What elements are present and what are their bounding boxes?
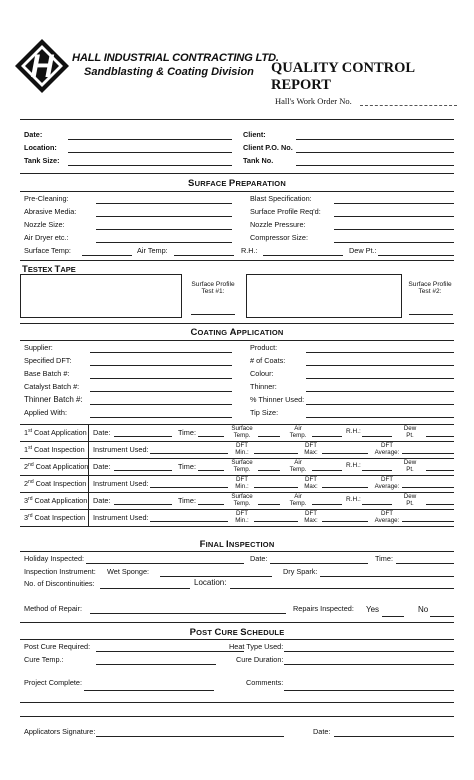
comments-field[interactable] xyxy=(284,690,454,691)
coat-dft-max-label-line1: DFT xyxy=(304,442,318,449)
coat-label xyxy=(24,429,87,436)
coat-dew-label xyxy=(396,426,424,439)
work-order-field[interactable] xyxy=(360,105,457,106)
divider xyxy=(20,622,454,623)
location-label: Location: xyxy=(24,143,57,152)
tip-size-field[interactable] xyxy=(306,417,454,418)
coat-dew-field[interactable] xyxy=(426,504,454,505)
coat-rh-field[interactable] xyxy=(362,470,392,471)
coat-dft-min-field[interactable] xyxy=(254,487,298,488)
coat-rh-label: R.H.: xyxy=(346,428,361,435)
coat-surface-temp-field[interactable] xyxy=(258,470,280,471)
rh-label: R.H.: xyxy=(241,246,258,255)
date-field[interactable] xyxy=(68,139,232,140)
profile-reqd-label: Surface Profile Req'd: xyxy=(250,207,321,216)
coat-time-label: Time: xyxy=(178,462,196,471)
instrument-label: Inspection Instrument: xyxy=(24,567,96,576)
coat-instrument-field[interactable] xyxy=(150,453,228,454)
supplier-label: Supplier: xyxy=(24,343,53,352)
coat-dft-max-label xyxy=(300,443,322,456)
coat-label xyxy=(24,497,87,504)
project-complete-field[interactable] xyxy=(84,690,214,691)
nozzle-size-label: Nozzle Size: xyxy=(24,220,65,229)
coat-dft-min-label xyxy=(230,511,254,524)
coat-surface-temp-label-line1: Surface xyxy=(231,493,253,500)
coat-air-temp-label-line1: Air xyxy=(294,459,302,466)
product-label: Product: xyxy=(250,343,278,352)
client-label: Client: xyxy=(243,130,266,139)
divider xyxy=(20,260,454,261)
tank-no-field[interactable] xyxy=(296,165,454,166)
coat-dft-max-label-line1: DFT xyxy=(304,510,318,517)
coat-time-label: Time: xyxy=(178,428,196,437)
applicators-signature-label: Applicators Signature: xyxy=(24,727,96,736)
post-cure-heading: POST CURE SCHEDULE xyxy=(189,627,285,638)
coat-air-temp-label-line2: Temp. xyxy=(289,431,307,439)
coat-dew-label xyxy=(396,494,424,507)
cure-temp-field[interactable] xyxy=(96,664,216,665)
coat-instrument-label: Instrument Used: xyxy=(93,513,149,522)
final-date-label: Date: xyxy=(250,554,268,563)
repairs-yes-field[interactable] xyxy=(382,616,404,617)
holiday-label: Holiday Inspected: xyxy=(24,554,85,563)
coat-dft-max-label-line1: DFT xyxy=(304,476,318,483)
coat-dft-min-field[interactable] xyxy=(254,521,298,522)
coat-dft-max-label-line2: Max: xyxy=(304,482,318,490)
coat-kind: Coat Inspection xyxy=(35,479,87,488)
coat-rh-label: R.H.: xyxy=(346,496,361,503)
final-date-field[interactable] xyxy=(270,563,368,564)
testex-sample-box-1[interactable] xyxy=(20,274,182,318)
num-coats-label: # of Coats: xyxy=(250,356,286,365)
coat-surface-temp-label-line1: Surface xyxy=(231,425,253,432)
holiday-field[interactable] xyxy=(86,563,244,564)
comments-line[interactable] xyxy=(20,716,454,717)
wet-sponge-label: Wet Sponge: xyxy=(107,567,150,576)
dry-spark-label: Dry Spark: xyxy=(283,567,318,576)
num-coats-field[interactable] xyxy=(306,365,454,366)
coat-air-temp-label-line2: Temp. xyxy=(289,499,307,507)
coat-number: 3 xyxy=(24,496,29,505)
thinner-label: Thinner: xyxy=(250,382,277,391)
report-title-line1: QUALITY CONTROL xyxy=(271,60,416,76)
dry-spark-field[interactable] xyxy=(320,576,454,577)
pre-cleaning-label: Pre-Cleaning: xyxy=(24,194,69,203)
coats-col-divider xyxy=(88,441,89,458)
coat-dft-avg-field[interactable] xyxy=(402,487,454,488)
coat-rh-label: R.H.: xyxy=(346,462,361,469)
coat-dew-label-line2: Pt. xyxy=(406,431,414,439)
coat-dft-avg-field[interactable] xyxy=(402,453,454,454)
client-po-field[interactable] xyxy=(296,152,454,153)
location-label-final: Location: xyxy=(194,578,227,587)
coat-dft-min-label-line1: DFT xyxy=(235,476,249,483)
coat-dft-max-label-line2: Max: xyxy=(304,448,318,456)
repairs-inspected-label: Repairs Inspected: xyxy=(293,604,354,613)
signature-date-field[interactable] xyxy=(334,736,454,737)
project-complete-label: Project Complete: xyxy=(24,678,82,687)
coat-label xyxy=(24,463,88,470)
work-order-label: Hall's Work Order No. xyxy=(275,96,352,106)
profile-test2-field[interactable] xyxy=(409,314,453,315)
coats-col-divider xyxy=(88,424,89,441)
coat-dew-label-line2: Pt. xyxy=(406,499,414,507)
divider xyxy=(20,323,454,324)
coat-surface-temp-label-line1: Surface xyxy=(231,459,253,466)
tank-size-label: Tank Size: xyxy=(24,156,60,165)
coat-kind: Coat Application xyxy=(35,462,89,471)
thinner-field[interactable] xyxy=(306,391,454,392)
abrasive-media-field[interactable] xyxy=(96,216,232,217)
tank-size-field[interactable] xyxy=(68,165,232,166)
coat-dew-label-line2: Pt. xyxy=(406,465,414,473)
coat-dft-min-label-line1: DFT xyxy=(235,510,249,517)
coat-surface-temp-field[interactable] xyxy=(258,504,280,505)
method-repair-field[interactable] xyxy=(90,613,286,614)
pre-cleaning-field[interactable] xyxy=(96,203,232,204)
coats-col-divider xyxy=(88,475,89,492)
blast-spec-field[interactable] xyxy=(334,203,454,204)
base-batch-field[interactable] xyxy=(90,378,232,379)
coat-surface-temp-label xyxy=(226,494,258,507)
final-time-field[interactable] xyxy=(396,563,454,564)
coat-instrument-field[interactable] xyxy=(150,487,228,488)
coat-ordinal: nd xyxy=(28,479,34,485)
surface-temp-field[interactable] xyxy=(82,255,132,256)
coat-dft-avg-label-line1: DFT xyxy=(380,442,394,449)
coat-time-field[interactable] xyxy=(198,470,224,471)
divider xyxy=(20,639,454,640)
cure-duration-label: Cure Duration: xyxy=(236,655,284,664)
coat-dft-min-label-line2: Min.: xyxy=(235,516,249,524)
nozzle-size-field[interactable] xyxy=(96,229,232,230)
coat-surface-temp-label xyxy=(226,426,258,439)
coat-kind: Coat Application xyxy=(33,428,87,437)
heat-type-label: Heat Type Used: xyxy=(229,642,284,651)
coat-date-label: Date: xyxy=(93,496,111,505)
air-temp-field[interactable] xyxy=(174,255,234,256)
coat-ordinal: rd xyxy=(28,513,33,519)
cure-duration-field[interactable] xyxy=(284,664,454,665)
testex-sample-box-2[interactable] xyxy=(246,274,402,318)
colour-field[interactable] xyxy=(306,378,454,379)
coat-dft-min-label xyxy=(230,477,254,490)
dew-pt-field[interactable] xyxy=(378,255,454,256)
coat-dft-avg-label-line1: DFT xyxy=(380,510,394,517)
coat-ordinal: rd xyxy=(28,496,33,502)
coat-kind: Coat Inspection xyxy=(33,445,85,454)
coat-time-label: Time: xyxy=(178,496,196,505)
coat-time-field[interactable] xyxy=(198,504,224,505)
company-logo xyxy=(14,38,70,94)
company-name: HALL INDUSTRIAL CONTRACTING LTD. xyxy=(72,52,279,64)
coat-dft-max-field[interactable] xyxy=(322,521,368,522)
coat-dft-min-label xyxy=(230,443,254,456)
date-label: Date: xyxy=(24,130,43,139)
coats-col-divider xyxy=(88,509,89,526)
coat-instrument-label: Instrument Used: xyxy=(93,479,149,488)
signature-date-label: Date: xyxy=(313,727,331,736)
repairs-no-label: No xyxy=(418,605,429,614)
coat-number: 1 xyxy=(24,445,29,454)
catalyst-batch-label: Catalyst Batch #: xyxy=(24,382,80,391)
thinner-batch-field[interactable] xyxy=(90,404,232,405)
discontinuities-field[interactable] xyxy=(100,588,190,589)
coats-row-divider xyxy=(20,526,454,527)
comments-line[interactable] xyxy=(20,702,454,703)
coat-dft-avg-label xyxy=(372,443,402,456)
coat-rh-field[interactable] xyxy=(362,504,392,505)
divider xyxy=(20,340,454,341)
coat-kind: Coat Application xyxy=(34,496,88,505)
coat-number: 1 xyxy=(24,428,29,437)
specified-dft-label: Specified DFT: xyxy=(24,356,72,365)
coat-dft-avg-label-line2: Average: xyxy=(374,482,400,490)
coat-ordinal: st xyxy=(28,428,32,434)
tip-size-label: Tip Size: xyxy=(250,408,279,417)
coat-number: 2 xyxy=(24,479,29,488)
coat-surface-temp-label xyxy=(226,460,258,473)
client-field[interactable] xyxy=(296,139,454,140)
report-title-line2: REPORT xyxy=(271,77,331,93)
coat-dft-min-label-line2: Min.: xyxy=(235,448,249,456)
coat-dft-avg-label-line2: Average: xyxy=(374,448,400,456)
repairs-yes-label: Yes xyxy=(366,605,380,614)
coat-number: 3 xyxy=(24,513,29,522)
coat-dft-min-label-line1: DFT xyxy=(235,442,249,449)
coat-dew-field[interactable] xyxy=(426,436,454,437)
coat-date-field[interactable] xyxy=(114,470,172,471)
coats-col-divider xyxy=(88,492,89,509)
compressor-size-field[interactable] xyxy=(334,242,454,243)
specified-dft-field[interactable] xyxy=(90,365,232,366)
coat-dft-avg-label xyxy=(372,511,402,524)
coat-label xyxy=(24,446,85,453)
abrasive-media-label: Abrasive Media: xyxy=(24,207,77,216)
coat-surface-temp-label-line2: Temp. xyxy=(233,499,251,507)
coat-dft-max-label xyxy=(300,477,322,490)
air-dryer-field[interactable] xyxy=(96,242,232,243)
coat-dew-label-line1: Dew xyxy=(403,459,417,466)
coat-air-temp-label-line1: Air xyxy=(294,493,302,500)
blast-spec-label: Blast Specification: xyxy=(250,194,312,203)
coat-air-temp-field[interactable] xyxy=(312,504,342,505)
coat-dew-label-line1: Dew xyxy=(403,493,417,500)
coating-application-heading: COATING APPLICATION xyxy=(190,327,284,338)
coat-date-label: Date: xyxy=(93,428,111,437)
compressor-size-label: Compressor Size: xyxy=(250,233,308,242)
coat-dft-avg-label-line2: Average: xyxy=(374,516,400,524)
post-cure-required-field[interactable] xyxy=(96,651,244,652)
client-po-label: Client P.O. No. xyxy=(243,143,293,152)
coat-air-temp-label xyxy=(284,460,312,473)
dew-pt-label: Dew Pt.: xyxy=(349,246,377,255)
coat-air-temp-label xyxy=(284,494,312,507)
base-batch-label: Base Batch #: xyxy=(24,369,70,378)
applied-with-field[interactable] xyxy=(90,417,232,418)
location-field-final[interactable] xyxy=(230,588,454,589)
colour-label: Colour: xyxy=(250,369,274,378)
heat-type-field[interactable] xyxy=(284,651,454,652)
coat-air-temp-label xyxy=(284,426,312,439)
nozzle-pressure-label: Nozzle Pressure: xyxy=(250,220,306,229)
profile-test2-label: Surface Profile Test #2: xyxy=(408,281,452,295)
coat-surface-temp-label-line2: Temp. xyxy=(233,431,251,439)
coat-dft-avg-label xyxy=(372,477,402,490)
coat-date-field[interactable] xyxy=(114,436,172,437)
coat-dew-field[interactable] xyxy=(426,470,454,471)
coat-dew-label-line1: Dew xyxy=(403,425,417,432)
divider xyxy=(20,551,454,552)
coat-ordinal: nd xyxy=(28,462,34,468)
coat-number: 2 xyxy=(24,462,29,471)
nozzle-pressure-field[interactable] xyxy=(334,229,454,230)
method-repair-label: Method of Repair: xyxy=(24,604,83,613)
company-division: Sandblasting & Coating Division xyxy=(84,66,254,78)
supplier-field[interactable] xyxy=(90,352,232,353)
final-time-label: Time: xyxy=(375,554,393,563)
catalyst-batch-field[interactable] xyxy=(90,391,232,392)
divider xyxy=(20,119,454,120)
coat-air-temp-label-line1: Air xyxy=(294,425,302,432)
coat-dft-min-label-line2: Min.: xyxy=(235,482,249,490)
coat-dft-min-field[interactable] xyxy=(254,453,298,454)
coat-ordinal: st xyxy=(28,445,32,451)
coat-dft-avg-field[interactable] xyxy=(402,521,454,522)
coat-air-temp-field[interactable] xyxy=(312,470,342,471)
air-dryer-label: Air Dryer etc.: xyxy=(24,233,69,242)
coat-rh-field[interactable] xyxy=(362,436,392,437)
profile-test1-label: Surface Profile Test #1: xyxy=(191,281,235,295)
repairs-no-field[interactable] xyxy=(430,616,454,617)
divider xyxy=(20,173,454,174)
pct-thinner-field[interactable] xyxy=(306,404,454,405)
logo-letter: H xyxy=(30,48,54,84)
coat-label xyxy=(24,480,86,487)
coat-dft-avg-label-line1: DFT xyxy=(380,476,394,483)
product-field[interactable] xyxy=(306,352,454,353)
profile-test1-field[interactable] xyxy=(191,314,235,315)
air-temp-label: Air Temp: xyxy=(137,246,168,255)
coat-air-temp-label-line2: Temp. xyxy=(289,465,307,473)
discontinuities-label: No. of Discontinuities: xyxy=(24,579,95,588)
coat-surface-temp-label-line2: Temp. xyxy=(233,465,251,473)
pct-thinner-label: % Thinner Used: xyxy=(250,395,305,404)
rh-field[interactable] xyxy=(263,255,343,256)
coat-kind: Coat Inspection xyxy=(34,513,86,522)
applicators-signature-field[interactable] xyxy=(96,736,284,737)
coat-date-field[interactable] xyxy=(114,504,172,505)
coat-dft-max-field[interactable] xyxy=(322,487,368,488)
coat-instrument-field[interactable] xyxy=(150,521,228,522)
coat-air-temp-field[interactable] xyxy=(312,436,342,437)
coat-dft-max-field[interactable] xyxy=(322,453,368,454)
coat-instrument-label: Instrument Used: xyxy=(93,445,149,454)
comments-label: Comments: xyxy=(246,678,284,687)
coat-label xyxy=(24,514,85,521)
divider xyxy=(20,191,454,192)
cure-temp-label: Cure Temp.: xyxy=(24,655,64,664)
coat-dft-max-label xyxy=(300,511,322,524)
coat-dft-max-label-line2: Max: xyxy=(304,516,318,524)
testex-tape-heading: TESTEX TAPE xyxy=(22,264,76,275)
post-cure-required-label: Post Cure Required: xyxy=(24,642,91,651)
final-inspection-heading: FINAL INSPECTION xyxy=(199,539,275,550)
applied-with-label: Applied With: xyxy=(24,408,67,417)
coat-time-field[interactable] xyxy=(198,436,224,437)
wet-sponge-field[interactable] xyxy=(160,576,272,577)
surface-preparation-heading: SURFACE PREPARATION xyxy=(188,178,286,189)
tank-no-label: Tank No. xyxy=(243,156,274,165)
coat-dew-label xyxy=(396,460,424,473)
coat-surface-temp-field[interactable] xyxy=(258,436,280,437)
thinner-batch-label: Thinner Batch #: xyxy=(24,395,83,404)
coat-date-label: Date: xyxy=(93,462,111,471)
surface-temp-label: Surface Temp: xyxy=(24,246,71,255)
location-field[interactable] xyxy=(68,152,232,153)
profile-reqd-field[interactable] xyxy=(334,216,454,217)
